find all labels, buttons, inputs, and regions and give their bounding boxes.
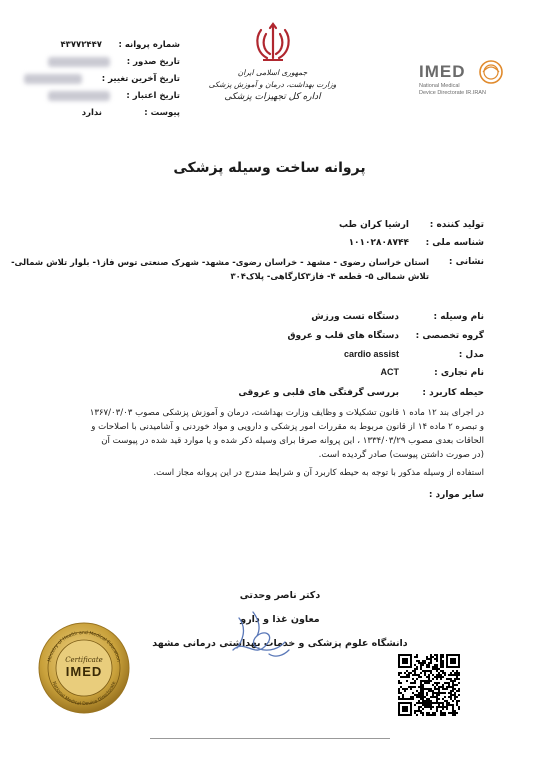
seal-ring-top-text: Ministry of Health and Medical Education <box>47 630 121 663</box>
manufacturer-value: ارشیا کران طب <box>338 220 409 230</box>
seal-ring-bottom-text: National Medical Device Directorate <box>50 681 118 708</box>
license-number-label: شماره پروانه : <box>118 40 180 50</box>
application-scope-value: بررسی گرفتگی های قلبی و عروقی <box>238 388 399 398</box>
bottom-divider <box>150 738 390 739</box>
other-items-label: سایر موارد : <box>428 490 484 500</box>
national-id-value: ۱۰۱۰۲۸۰۸۷۴۴ <box>348 238 409 248</box>
attachment-value: ندارد <box>81 108 102 118</box>
emblem-line-2: وزارت بهداشت، درمان و آموزش پزشکی <box>208 80 337 89</box>
imed-swirl-icon <box>477 58 505 86</box>
license-number-row <box>20 40 180 55</box>
application-scope-label: حیطه کاربرد : <box>422 388 484 398</box>
issue-date-label: تاریخ صدور : <box>126 57 180 67</box>
svg-text:National Medical Device Direct <box>51 681 118 707</box>
device-name-label: نام وسیله : <box>433 312 484 322</box>
address-line-1: استان خراسان رضوی - مشهد - خراسان رضوی- مشهد- شهرک صنعتی توس فاز۱- بلوار تلاش شمالی- <box>11 257 429 267</box>
legal-line-5: استفاده از وسیله مذکور با توجه به حیطه کاربرد آن و شرایط مندرج در این پروانه مجاز است. <box>153 468 484 478</box>
certificate-seal <box>38 622 130 714</box>
iran-emblem-icon <box>253 22 293 64</box>
model-label: مدل : <box>458 350 484 360</box>
signatory-name: دکتر ناصر وحدتی <box>239 590 321 601</box>
qr-code-icon <box>398 654 460 716</box>
legal-line-4: (در صورت داشتن پیوست) صادر گردیده است. <box>318 450 484 460</box>
specialty-group-label: گروه تخصصی : <box>415 331 484 341</box>
legal-line-3: الحاقات بعدی مصوب ۱۳۳۴/۰۳/۲۹ ، این پروانه صرفا برای وسیله ذکر شده و یا موارد قید شده در پیوست آن <box>101 436 484 446</box>
brand-name-label: نام تجاری : <box>434 368 484 378</box>
signatory-university: دانشگاه علوم پزشکی و خدمات بهداشتی درمانی مشهد <box>152 638 408 649</box>
legal-line-1: در اجرای بند ۱۲ ماده ۱ قانون تشکیلات و وظایف وزارت بهداشت، درمان و آموزش پزشکی مصوب ۱۳۶۷/۰۳/۰۳ <box>89 408 484 418</box>
signatory-role: معاون غذا و دارو <box>240 614 320 625</box>
license-number-value: ۴۳۷۷۲۴۴۷ <box>60 40 102 50</box>
address-label: نشانی : <box>448 257 484 267</box>
legal-line-2: و تبصره ۲ ماده ۱۴ از قانون مربوط به مقررات امور پزشکی و دارویی و مواد خوردنی و آشامیدنی با اصلاحات و <box>91 422 484 432</box>
handwritten-signature <box>225 598 295 668</box>
emblem-line-1: جمهوری اسلامی ایران <box>237 68 308 77</box>
brand-name-value: ACT <box>380 367 399 377</box>
validity-date-redacted <box>48 91 110 104</box>
model-value: cardio assist <box>343 349 399 359</box>
emblem-line-3: اداره کل تجهیزات پزشکی <box>224 92 321 102</box>
page-title: پروانه ساخت وسیله پزشکی <box>173 160 366 176</box>
issue-date-redacted <box>48 57 110 70</box>
issue-date-row <box>20 57 180 72</box>
address-line-2: تلاش شمالی ۵- قطعه ۴- فاز۳کارگاهی- پلاک۳۰۴ <box>230 271 429 281</box>
manufacturer-label: تولید کننده : <box>429 220 484 230</box>
national-id-label: شناسه ملی : <box>425 238 484 248</box>
device-name-value: دستگاه تست ورزش <box>311 312 399 322</box>
imed-logo <box>415 60 515 100</box>
seal-certificate-word: Certificate <box>65 656 103 664</box>
license-meta-block <box>20 40 180 130</box>
last-change-date-row <box>20 74 180 89</box>
imed-line-2: Device Directorate IR.IRAN <box>419 90 486 96</box>
ministry-emblem <box>205 22 340 132</box>
specialty-group-value: دستگاه های قلب و عروق <box>287 331 399 341</box>
validity-date-row <box>20 91 180 106</box>
imed-brand: IMED <box>419 62 466 81</box>
attachment-row <box>20 108 180 123</box>
validity-date-label: تاریخ اعتبار : <box>126 91 180 101</box>
last-change-date-redacted <box>24 74 82 87</box>
attachment-label: پیوست : <box>144 108 180 118</box>
seal-brand: IMED <box>65 664 103 679</box>
last-change-date-label: تاریخ آخرین تغییر : <box>101 74 180 84</box>
imed-line-1: National Medical <box>419 83 460 89</box>
